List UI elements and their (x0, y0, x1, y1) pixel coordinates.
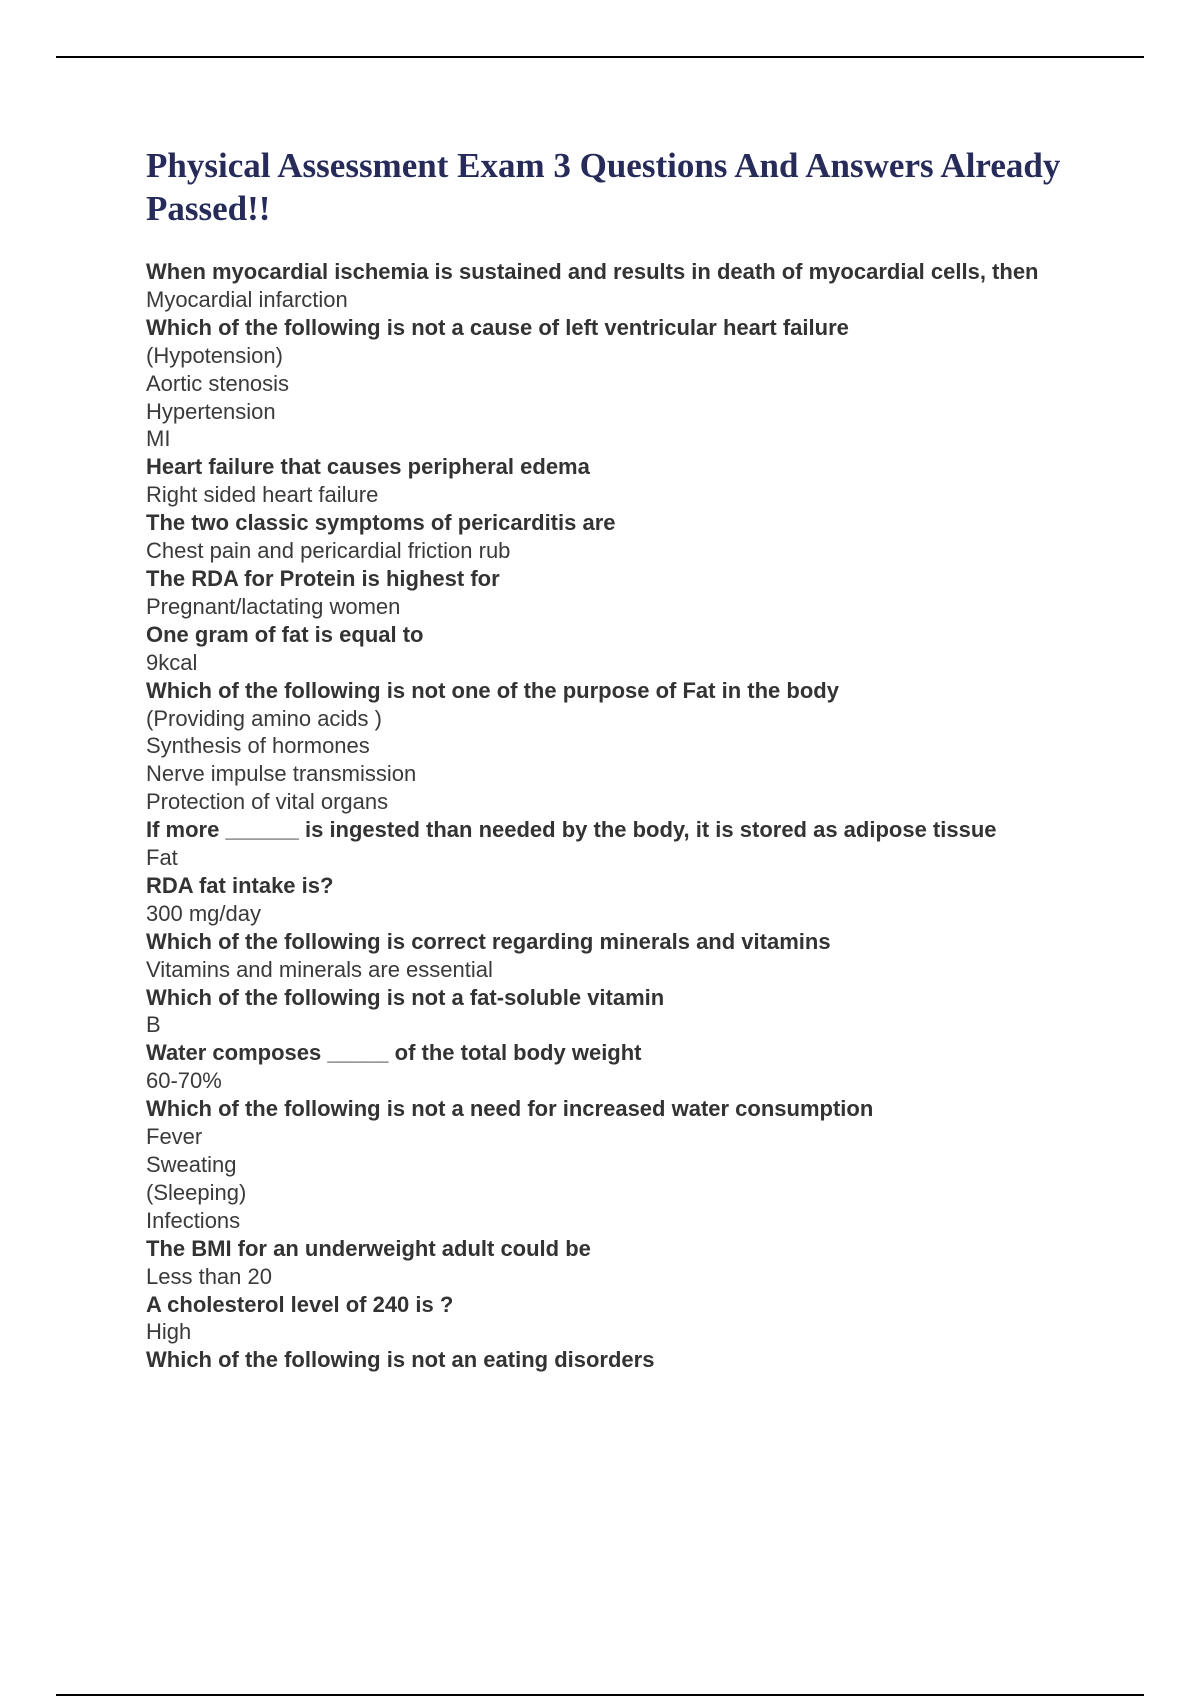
qa-item (146, 453, 1106, 509)
answer-text: Less than 20 (146, 1263, 272, 1289)
question-text: Which of the following is not one of the purpose of Fat in the body (146, 677, 839, 703)
answer-text: Infections (146, 1207, 241, 1233)
question-text: Heart failure that causes peripheral edema (146, 454, 590, 480)
qa-item (146, 872, 1106, 928)
answer-text: Right sided heart failure (146, 482, 379, 508)
qa-item (146, 1291, 1106, 1347)
question-text: The BMI for an underweight adult could be (146, 1235, 591, 1261)
answer-text: 9kcal (146, 649, 198, 675)
question-text: Which of the following is not a cause of left ventricular heart failure (146, 314, 849, 340)
question-text: A cholesterol level of 240 is ? (146, 1291, 454, 1317)
qa-item (146, 928, 1106, 984)
answer-text: Fat (146, 845, 178, 871)
qa-item (146, 816, 1106, 872)
top-rule (56, 56, 1144, 58)
qa-item (146, 984, 1106, 1040)
answer-text: Vitamins and minerals are essential (146, 956, 493, 982)
qa-item (146, 621, 1106, 677)
question-text: The two classic symptoms of pericarditis are (146, 510, 616, 536)
answer-text: Protection of vital organs (146, 789, 389, 815)
answer-text: Aortic stenosis (146, 370, 290, 396)
answer-text: Chest pain and pericardial friction rub (146, 538, 511, 564)
question-text: Which of the following is not a need for increased water consumption (146, 1096, 874, 1122)
answer-text: High (146, 1319, 192, 1345)
question-text: When myocardial ischemia is sustained and results in death of myocardial cells, then (146, 259, 1039, 284)
qa-item (146, 1039, 1106, 1095)
qa-item (146, 1235, 1106, 1291)
answer-text: Hypertension (146, 398, 276, 424)
answer-text: MI (146, 426, 171, 452)
question-text: Water composes _____ of the total body weight (146, 1040, 642, 1066)
answer-text: 60-70% (146, 1068, 222, 1094)
bottom-rule (56, 1694, 1144, 1696)
question-text: Which of the following is correct regarding minerals and vitamins (146, 928, 831, 954)
answer-text: 300 mg/day (146, 900, 261, 926)
qa-list (146, 258, 1106, 1374)
answer-text: Fever (146, 1124, 203, 1150)
answer-text: Pregnant/lactating women (146, 593, 401, 619)
question-text: If more ______ is ingested than needed by the body, it is stored as adipose tissue (146, 817, 997, 843)
qa-item (146, 1095, 1106, 1235)
question-text: Which of the following is not a fat-soluble vitamin (146, 984, 665, 1010)
question-text: Which of the following is not an eating disorders (146, 1347, 655, 1373)
answer-text: (Providing amino acids ) (146, 705, 382, 731)
answer-text: B (146, 1012, 161, 1038)
answer-text: Nerve impulse transmission (146, 761, 417, 787)
answer-text: Synthesis of hormones (146, 733, 370, 759)
document-title: Physical Assessment Exam 3 Questions And Answers Already Passed!! (146, 146, 1061, 228)
page-content (146, 144, 1106, 1374)
qa-item (146, 509, 1106, 565)
qa-item (146, 677, 1106, 817)
question-text: One gram of fat is equal to (146, 621, 424, 647)
answer-text: Myocardial infarction (146, 286, 348, 312)
qa-item (146, 1346, 1106, 1374)
question-text: RDA fat intake is? (146, 872, 334, 898)
qa-item (146, 565, 1106, 621)
answer-text: (Sleeping) (146, 1179, 247, 1205)
answer-text: (Hypotension) (146, 342, 283, 368)
qa-item (146, 258, 1106, 314)
question-text: The RDA for Protein is highest for (146, 565, 500, 591)
qa-item (146, 314, 1106, 454)
answer-text: Sweating (146, 1152, 237, 1177)
